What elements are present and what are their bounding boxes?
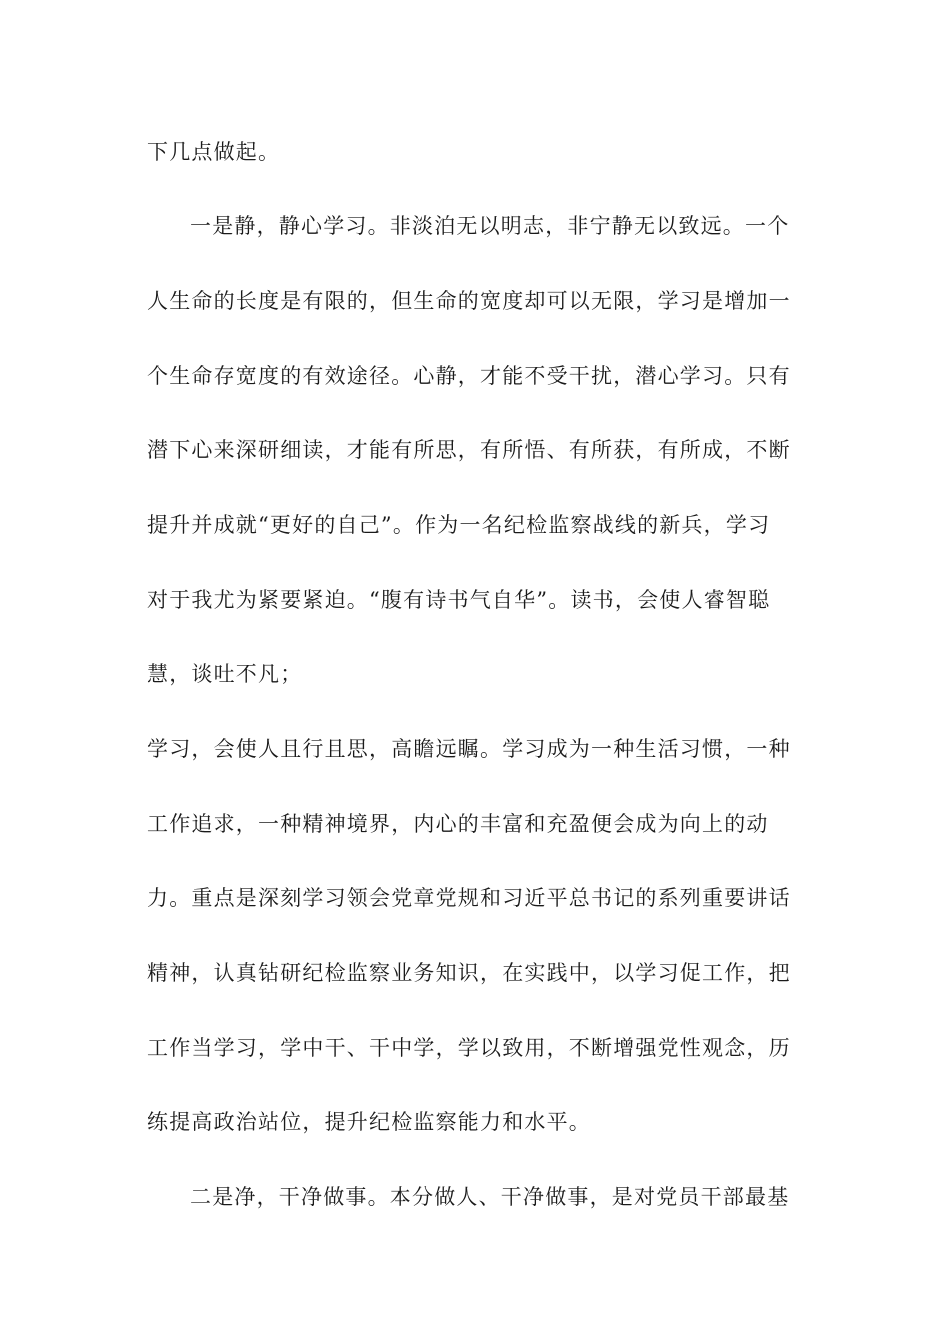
text-line: 练提高政治站位，提升纪检监察能力和水平。 bbox=[147, 1110, 591, 1134]
text-line: 对于我尤为紧要紧迫。“腹有诗书气自华”。读书，会使人睿智聪 bbox=[147, 588, 771, 612]
text-line: 工作当学习，学中干、干中学，学以致用，不断增强党性观念，历 bbox=[147, 1036, 791, 1060]
text-line: 提升并成就“更好的自己”。作为一名纪检监察战线的新兵，学习 bbox=[147, 513, 771, 537]
text-line: 慧，谈吐不凡； bbox=[147, 662, 303, 686]
text-line: 学习，会使人且行且思，高瞻远瞩。学习成为一种生活习惯，一种 bbox=[147, 737, 791, 761]
text-line: 人生命的长度是有限的，但生命的宽度却可以无限，学习是增加一 bbox=[147, 289, 791, 313]
text-line: 潜下心来深研细读，才能有所思，有所悟、有所获，有所成，不断 bbox=[147, 438, 791, 462]
paragraph-start-line: 二是净，干净做事。本分做人、干净做事，是对党员干部最基 bbox=[190, 1185, 790, 1209]
text-line: 下几点做起。 bbox=[147, 140, 281, 164]
text-line: 工作追求，一种精神境界，内心的丰富和充盈便会成为向上的动 bbox=[147, 812, 769, 836]
text-line: 精神，认真钻研纪检监察业务知识，在实践中，以学习促工作，把 bbox=[147, 961, 791, 985]
text-line: 个生命存宽度的有效途径。心静，才能不受干扰，潜心学习。只有 bbox=[147, 364, 791, 388]
text-line: 力。重点是深刻学习领会党章党规和习近平总书记的系列重要讲话 bbox=[147, 886, 791, 910]
paragraph-start-line: 一是静，静心学习。非淡泊无以明志，非宁静无以致远。一个 bbox=[190, 214, 790, 238]
